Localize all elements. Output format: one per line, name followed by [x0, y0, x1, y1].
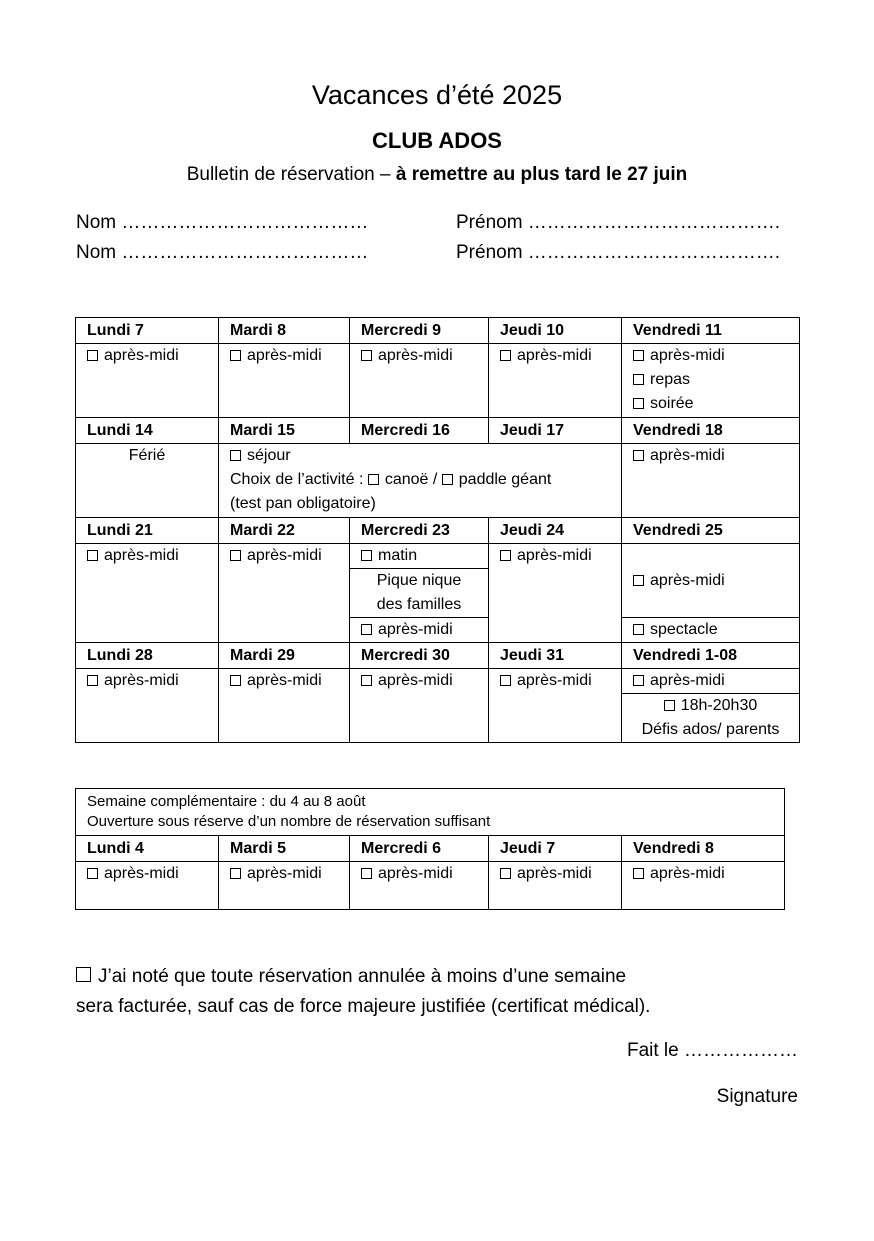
option-apres-midi[interactable]: après-midi [500, 344, 621, 368]
week-header-row [76, 318, 800, 344]
day-header: Jeudi 10 [489, 318, 622, 344]
option-apres-midi[interactable]: après-midi [361, 669, 488, 693]
supplementary-note [76, 789, 785, 836]
pique-nique-line-2: des familles [376, 596, 462, 613]
option-apres-midi[interactable]: après-midi [633, 669, 799, 693]
option-apres-midi[interactable]: après-midi [230, 862, 349, 886]
day-cell [219, 344, 350, 418]
day-cell [489, 544, 622, 643]
option-apres-midi[interactable]: après-midi [87, 862, 218, 886]
checkbox-icon[interactable] [87, 675, 98, 686]
option-repas[interactable]: repas [633, 368, 799, 392]
checkbox-icon[interactable] [633, 350, 644, 361]
option-apres-midi[interactable]: après-midi [633, 569, 799, 593]
checkbox-icon[interactable] [500, 675, 511, 686]
checkbox-icon[interactable] [500, 350, 511, 361]
checkbox-icon[interactable] [500, 868, 511, 879]
day-cell [76, 862, 219, 910]
checkbox-icon[interactable] [230, 450, 241, 461]
option-matin[interactable]: matin [361, 544, 488, 568]
test-pan-note: (test pan obligatoire) [230, 495, 376, 512]
cancellation-notice [76, 962, 650, 1022]
checkbox-icon[interactable] [500, 550, 511, 561]
checkbox-icon[interactable] [633, 675, 644, 686]
day-cell-ferie [76, 444, 219, 518]
checkbox-icon[interactable] [633, 398, 644, 409]
day-header: Mercredi 9 [350, 318, 489, 344]
nom-field-2[interactable]: Nom ………………………………… [76, 242, 369, 263]
option-apres-midi[interactable]: après-midi [633, 444, 799, 468]
defis-label: Défis ados/ parents [641, 721, 780, 738]
supplementary-note-row [76, 789, 785, 836]
day-header: Mercredi 30 [350, 643, 489, 669]
schedule-table [75, 317, 800, 743]
option-apres-midi[interactable]: après-midi [361, 618, 488, 642]
checkbox-icon[interactable] [664, 700, 675, 711]
day-cell [76, 344, 219, 418]
checkbox-icon[interactable] [76, 967, 91, 982]
checkbox-icon[interactable] [633, 624, 644, 635]
day-header: Mardi 15 [219, 418, 350, 444]
checkbox-icon[interactable] [230, 350, 241, 361]
week-header-row [76, 643, 800, 669]
checkbox-icon[interactable] [442, 474, 453, 485]
option-spectacle[interactable]: spectacle [633, 618, 799, 642]
day-header: Vendredi 25 [622, 518, 800, 544]
option-apres-midi[interactable]: après-midi [361, 862, 488, 886]
day-header: Mardi 22 [219, 518, 350, 544]
option-apres-midi[interactable]: après-midi [633, 344, 799, 368]
week-options-row [76, 862, 785, 910]
week-options-row [76, 444, 800, 518]
checkbox-icon[interactable] [87, 868, 98, 879]
checkbox-icon[interactable] [361, 868, 372, 879]
supplementary-table [75, 788, 785, 910]
checkbox-icon[interactable] [230, 675, 241, 686]
week-options-row [76, 669, 800, 694]
checkbox-icon[interactable] [230, 550, 241, 561]
day-header: Jeudi 24 [489, 518, 622, 544]
day-cell [622, 862, 785, 910]
notice-line-2: sera facturée, sauf cas de force majeure justifiée (certificat médical). [76, 996, 651, 1017]
option-paddle: paddle géant [458, 471, 552, 488]
bulletin-prefix: Bulletin de réservation – [186, 164, 396, 185]
supplementary-line-1: Semaine complémentaire : du 4 au 8 août [87, 793, 366, 810]
week-header-row [76, 418, 800, 444]
signature-label: Signature [716, 1086, 798, 1107]
club-name: CLUB ADOS [372, 128, 502, 153]
prenom-field-2[interactable]: Prénom …………………………………. [456, 242, 781, 263]
day-header: Lundi 14 [76, 418, 219, 444]
option-apres-midi[interactable]: après-midi [500, 544, 621, 568]
option-apres-midi[interactable]: après-midi [230, 669, 349, 693]
sejour-cell [219, 444, 622, 518]
checkbox-icon[interactable] [633, 868, 644, 879]
option-canoe: canoë / [384, 471, 442, 488]
day-header: Jeudi 17 [489, 418, 622, 444]
day-header: Lundi 21 [76, 518, 219, 544]
day-header: Lundi 4 [76, 836, 219, 862]
day-cell [622, 444, 800, 518]
option-apres-midi[interactable]: après-midi [230, 344, 349, 368]
pique-nique-line-1: Pique nique [376, 572, 462, 589]
checkbox-icon[interactable] [633, 450, 644, 461]
week-options-row [76, 544, 800, 569]
day-header: Mardi 5 [219, 836, 350, 862]
fait-le-field[interactable]: Fait le ……………… [626, 1040, 798, 1061]
day-cell [350, 618, 489, 643]
day-header: Lundi 7 [76, 318, 219, 344]
day-header: Vendredi 11 [622, 318, 800, 344]
option-sejour[interactable]: séjour [230, 444, 621, 468]
week-header-row [76, 836, 785, 862]
day-cell-matin [350, 544, 489, 569]
option-apres-midi[interactable]: après-midi [633, 862, 784, 886]
day-header: Mercredi 23 [350, 518, 489, 544]
day-header: Lundi 28 [76, 643, 219, 669]
supplementary-line-2: Ouverture sous réserve d’un nombre de réservation suffisant [87, 813, 491, 830]
notice-line-1: J’ai noté que toute réservation annulée à moins d’une semaine [76, 962, 650, 992]
week-options-row [76, 344, 800, 418]
day-cell [489, 344, 622, 418]
day-cell [219, 544, 350, 643]
day-header: Mercredi 6 [350, 836, 489, 862]
activity-choice: Choix de l’activité : canoë / paddle géant [230, 471, 552, 488]
checkbox-icon[interactable] [87, 350, 98, 361]
option-horaire[interactable]: 18h-20h30 [622, 694, 799, 718]
bulletin-line [0, 164, 874, 186]
day-header: Vendredi 1-08 [622, 643, 800, 669]
day-cell [76, 544, 219, 643]
option-apres-midi[interactable]: après-midi [87, 544, 218, 568]
prenom-field-1[interactable]: Prénom …………………………………. [456, 212, 781, 233]
option-apres-midi[interactable]: après-midi [500, 669, 621, 693]
day-cell [219, 862, 350, 910]
ferie-label: Férié [128, 447, 166, 464]
day-header: Jeudi 7 [489, 836, 622, 862]
checkbox-icon[interactable] [368, 474, 379, 485]
day-cell [622, 618, 800, 643]
day-cell [76, 669, 219, 743]
day-header: Jeudi 31 [489, 643, 622, 669]
option-apres-midi[interactable]: après-midi [87, 344, 218, 368]
page-title: Vacances d’été 2025 [311, 80, 563, 110]
checkbox-icon[interactable] [87, 550, 98, 561]
week-header-row [76, 518, 800, 544]
day-header: Mardi 8 [219, 318, 350, 344]
defis-cell [622, 694, 800, 743]
day-cell [350, 669, 489, 743]
day-header: Vendredi 18 [622, 418, 800, 444]
day-cell [489, 669, 622, 743]
day-cell [622, 344, 800, 418]
checkbox-icon[interactable] [361, 350, 372, 361]
day-cell [622, 544, 800, 618]
checkbox-icon[interactable] [361, 675, 372, 686]
checkbox-icon[interactable] [361, 550, 372, 561]
day-cell [219, 669, 350, 743]
checkbox-icon[interactable] [361, 624, 372, 635]
day-header: Vendredi 8 [622, 836, 785, 862]
option-apres-midi[interactable]: après-midi [87, 669, 218, 693]
day-header: Mardi 29 [219, 643, 350, 669]
checkbox-icon[interactable] [230, 868, 241, 879]
day-cell [622, 669, 800, 694]
checkbox-icon[interactable] [633, 374, 644, 385]
checkbox-icon[interactable] [633, 575, 644, 586]
option-soiree[interactable]: soirée [633, 392, 799, 416]
bulletin-deadline: à remettre au plus tard le 27 juin [395, 164, 688, 185]
day-cell [350, 862, 489, 910]
pique-nique-cell [350, 569, 489, 618]
option-apres-midi[interactable]: après-midi [230, 544, 349, 568]
option-apres-midi[interactable]: après-midi [361, 344, 488, 368]
day-header: Mercredi 16 [350, 418, 489, 444]
nom-field-1[interactable]: Nom ………………………………… [76, 212, 369, 233]
option-apres-midi[interactable]: après-midi [500, 862, 621, 886]
day-cell [489, 862, 622, 910]
day-cell [350, 344, 489, 418]
